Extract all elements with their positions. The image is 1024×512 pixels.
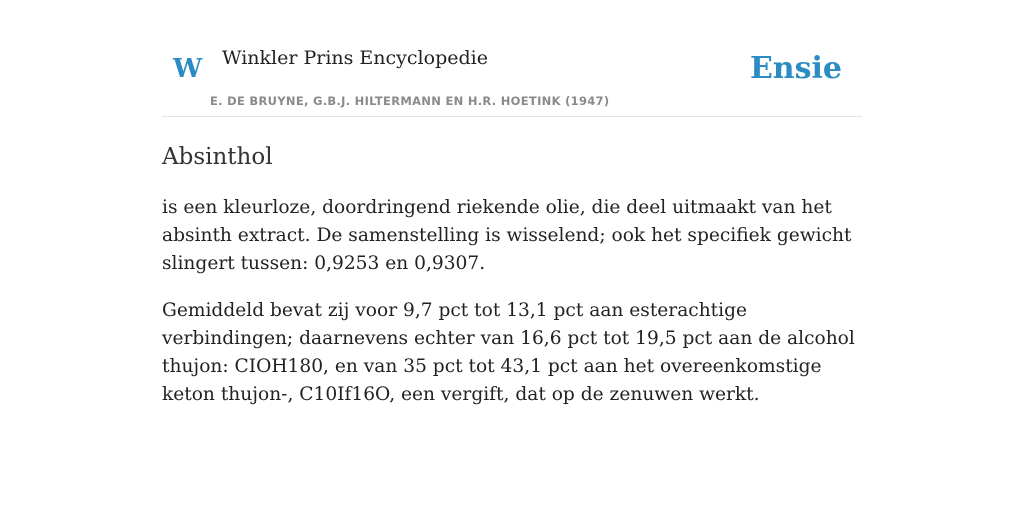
source-authors: E. DE BRUYNE, G.B.J. HILTERMANN EN H.R. HOETINK (1947) xyxy=(210,94,610,108)
article-paragraph: is een kleurloze, doordringend riekende olie, die deel uitmaakt van het absinth extract. De samenstelling is wisselend; ook het specifiek gewicht slingert tussen: 0,9253 en 0,9307. xyxy=(162,197,852,274)
article-paragraph: Gemiddeld bevat zij voor 9,7 pct tot 13,1 pct aan esterachtige verbindingen; daarnevens echter van 16,6 pct tot 19,5 pct aan de alcohol thujon: CIOH180, en van 35 pct tot 43,1 pct aan het overeenkomstige keton thujon-, C10If16O, een vergift, dat op de zenuwen werkt. xyxy=(162,300,855,405)
source-title[interactable]: Winkler Prins Encyclopedie xyxy=(222,47,488,69)
source-logo-icon[interactable]: W xyxy=(173,54,203,84)
article-title: Absinthol xyxy=(162,144,273,170)
source-header xyxy=(162,0,862,117)
page-container xyxy=(162,0,862,409)
ensie-logo-link[interactable]: Ensie xyxy=(749,51,842,86)
